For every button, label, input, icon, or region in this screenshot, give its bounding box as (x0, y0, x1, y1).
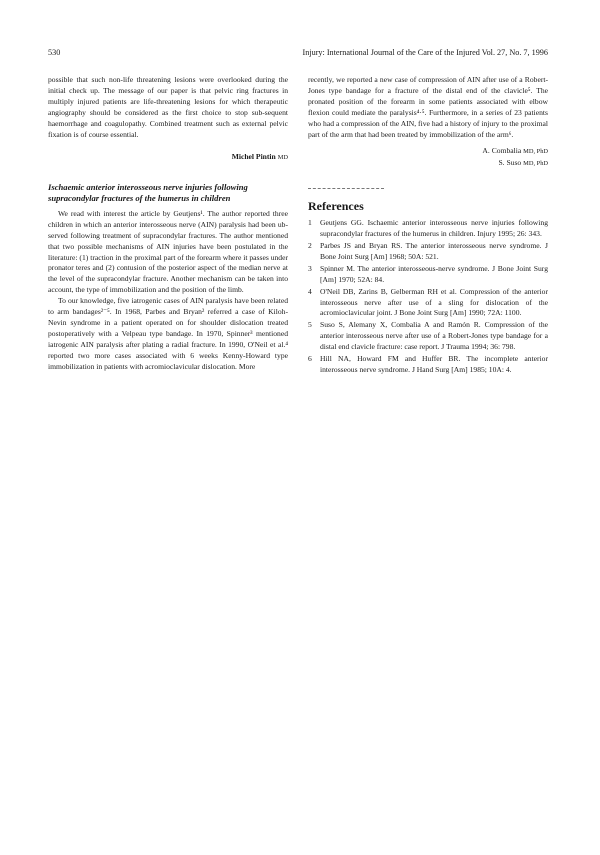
signature-degree: MD (277, 154, 288, 162)
reference-number: 4 (308, 286, 312, 296)
journal-title: Injury: International Journal of the Care of the Injured Vol. 27, No. 7, 1996 (302, 48, 548, 57)
reference-text: Parbes JS and Bryan RS. The anterior interosseous nerve syndrome. J Bone Joint Surg [Am] 1968; 50A: 521. (320, 240, 548, 261)
reference-number: 2 (308, 240, 312, 250)
reference-text: Suso S, Alemany X, Combalia A and Ramón R. Compression of the anterior interosseous nerve after use of a Robert-Jones type bandage for a distal end clavicle fracture: case report. J Trauma 1994; 36: 798. (320, 320, 548, 352)
body-paragraph-1: We read with interest the article by Geutjens¹. The author reported three children in which an anterior interosseous nerve (AIN) paralysis had been ub-served following treatment of supracondylar fractures. The author mentioned that two possible mechanisms of AIN injuries have been postulated in the literature: (1) traction in the proximal part of the forearm where it passes under pronator teres and (2) contusion of the posterior aspect of the median nerve at the level of the supracondylar fracture. Another mechanism can be taken into account, the type of immobilization and the position of the limb. (48, 208, 288, 295)
reference-number: 6 (308, 354, 312, 364)
reference-number: 1 (308, 218, 312, 228)
reference-item (308, 241, 548, 263)
article-title: Ischaemic anterior interosseous nerve injuries following supracondylar fractures of the humerus in children (48, 182, 248, 204)
reference-item (308, 354, 548, 376)
reference-text: Geutjens GG. Ischaemic anterior interosseous nerve injuries following supracondylar fractures of the humerus in children. Injury 1995; 26: 343. (320, 218, 548, 239)
running-header (48, 48, 548, 62)
author-name: A. Combalia (482, 146, 522, 156)
reference-item (308, 320, 548, 353)
references-heading: References (308, 199, 364, 214)
author-name: S. Suso (498, 158, 522, 168)
body-paragraph-3: recently, we reported a new case of compression of AIN after use of a Robert-Jones type bandage for a fracture of the distal end of the clavicle⁵. The pronated position of the forearm in some patients associated with elbow flexion could mediate the paralysis⁴·⁵. Furthermore, in a series of 23 patients who had a compression of the AIN, five had a history of injury to the proximal part of the arm that had been treated by immobilization of the arm⁶. (308, 75, 548, 139)
intro-paragraph: possible that such non-life threatening lesions were overlooked during the initial check up. The message of our paper is that pelvic ring fractures in multiply injured patients are life-threatening lesions for which therapeutic angiography should be considered as the first choice to stop sub-sequent haemorrhage and coagulopathy. Combined treatment such as external pelvic fixation is of course essential. (48, 75, 288, 139)
author-degree: MD, PhD (523, 148, 548, 156)
reference-text: Hill NA, Howard FM and Huffer BR. The incomplete anterior interosseous nerve syndrome. J Hand Surg [Am] 1985; 10A: 4. (320, 354, 548, 374)
author-degree: MD, PhD (523, 160, 548, 168)
body-paragraph-2: To our knowledge, five iatrogenic cases of AIN paralysis have been related to arm bandages²⁻⁵. In 1968, Parbes and Bryan² referred a case of Kiloh-Nevin syndrome in a patient operated on for shoulder dislocation treated postoperatively with a Velpeau type bandage. In 1970, Spinner³ mentioned iatrogenic AIN paralysis after plating a radial fracture. In 1990, O'Neil et al.⁴ reported two more cases associated with 6 weeks Kenny-Howard type immobilization in patients with acromioclavicular dislocation. More (48, 296, 288, 371)
reference-text: Spinner M. The anterior interosseous-nerve syndrome. J Bone Joint Surg [Am] 1970; 52A: 84. (320, 263, 548, 284)
left-column (48, 75, 288, 373)
page-number: 530 (48, 48, 61, 57)
reference-item (308, 264, 548, 286)
author-line-2 (308, 158, 548, 170)
right-column (308, 75, 548, 377)
reference-item (308, 218, 548, 240)
signature (48, 152, 288, 164)
reference-text: O'Neil DB, Zarins B, Gelberman RH et al. Compression of the anterior interosseous nerve after use of a sling for dislocation of the acromioclavicular joint. J Bone Joint Surg [Am] 1990; 72A: 1100. (320, 286, 548, 318)
reference-number: 3 (308, 263, 312, 273)
section-divider (308, 188, 384, 189)
reference-item (308, 287, 548, 320)
reference-number: 5 (308, 320, 312, 330)
author-line-1 (308, 146, 548, 158)
signature-name: Michel Pintin (231, 152, 276, 162)
